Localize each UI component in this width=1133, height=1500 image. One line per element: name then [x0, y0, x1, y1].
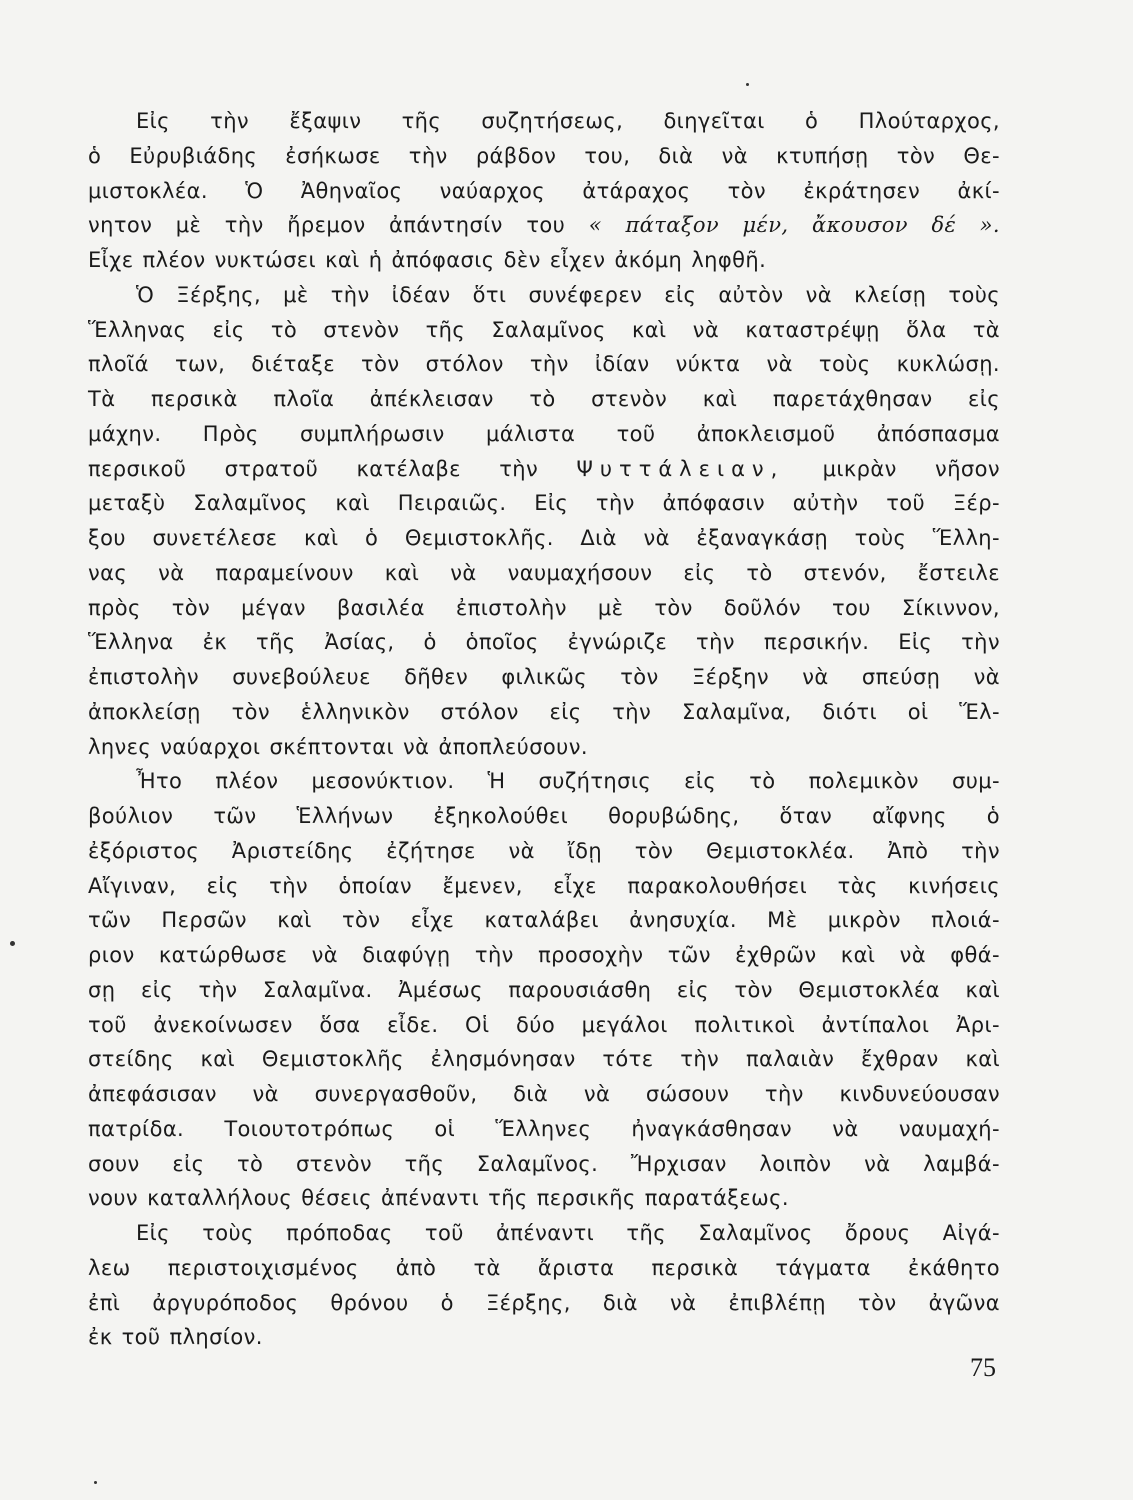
text-line: [88, 208, 1000, 243]
text-line: μιστοκλέα. Ὁ Ἀθηναῖος ναύαρχος ἀτάραχος τὸν ἐκράτησεν ἀκί-: [88, 178, 1000, 203]
print-speck: [94, 1481, 97, 1484]
text-line: λεω περιστοιχισμένος ἀπὸ τὰ ἄριστα περσικὰ τάγματα ἐκάθητο: [88, 1255, 1000, 1280]
text-line: Ἕλληνα ἐκ τῆς Ἀσίας, ὁ ὁποῖος ἐγνώριζε τὴν περσικήν. Εἰς τὴν: [88, 630, 1000, 655]
text-line: ἀποκλείσῃ τὸν ἑλληνικὸν στόλον εἰς τὴν Σαλαμῖνα, διότι οἱ Ἕλ-: [88, 699, 1000, 724]
text-line: Εἰς τὴν ἔξαψιν τῆς συζητήσεως, διηγεῖται ὁ Πλούταρχος,: [136, 109, 1000, 133]
text-fragment: νητον μὲ τὴν ἤρεμον ἀπάντησίν του: [88, 213, 589, 238]
text-line: πλοῖά των, διέταξε τὸν στόλον τὴν ἰδίαν νύκτα νὰ τοὺς κυκλώσῃ.: [88, 352, 1000, 377]
text-line: νας νὰ παραμείνουν καὶ νὰ ναυμαχήσουν εἰς τὸ στενόν, ἔστειλε: [88, 560, 1000, 585]
text-line: ἐπὶ ἀργυρόποδος θρόνου ὁ Ξέρξης, διὰ νὰ ἐπιβλέπῃ τὸν ἀγῶνα: [88, 1290, 1000, 1315]
body-text: [88, 104, 1000, 1355]
text-line: Εἰς τοὺς πρόποδας τοῦ ἀπέναντι τῆς Σαλαμῖνος ὄρους Αἰγά-: [136, 1221, 1000, 1245]
spaced-name: Ψυττάλειαν,: [576, 456, 785, 481]
text-line: σῃ εἰς τὴν Σαλαμῖνα. Ἀμέσως παρουσιάσθη εἰς τὸν Θεμιστοκλέα καὶ: [88, 977, 1000, 1002]
text-line: τῶν Περσῶν καὶ τὸν εἶχε καταλάβει ἀνησυχία. Μὲ μικρὸν πλοιά-: [88, 908, 1000, 933]
paragraph-4: [88, 1216, 1000, 1355]
text-line: ἐπιστολὴν συνεβούλευε δῆθεν φιλικῶς τὸν Ξέρξην νὰ σπεύσῃ νὰ: [88, 665, 1000, 689]
text-line: Ἦτο πλέον μεσονύκτιον. Ἡ συζήτησις εἰς τὸ πολεμικὸν συμ-: [136, 769, 1000, 794]
text-line: πρὸς τὸν μέγαν βασιλέα ἐπιστολὴν μὲ τὸν δοῦλόν του Σίκιννον,: [88, 595, 1000, 620]
text-line: στείδης καὶ Θεμιστοκλῆς ἐλησμόνησαν τότε τὴν παλαιὰν ἔχθραν καὶ: [88, 1047, 1000, 1072]
italic-quote: « πάταξον μέν, ἄκουσον δέ ».: [588, 213, 1000, 238]
print-speck: [10, 941, 15, 946]
text-line: μεταξὺ Σαλαμῖνος καὶ Πειραιῶς. Εἰς τὴν ἀπόφασιν αὐτὴν τοῦ Ξέρ-: [88, 491, 1000, 516]
text-line: ληνες ναύαρχοι σκέπτονται νὰ ἀποπλεύσουν.: [88, 734, 588, 759]
paragraph-1: [88, 104, 1000, 278]
text-line: Εἶχε πλέον νυκτώσει καὶ ἡ ἀπόφασις δὲν εἶχεν ἀκόμη ληφθῆ.: [88, 248, 767, 272]
text-line: ἐκ τοῦ πλησίον.: [88, 1325, 263, 1350]
print-speck: [746, 83, 749, 86]
text-line: σουν εἰς τὸ στενὸν τῆς Σαλαμῖνος. Ἤρχισαν λοιπὸν νὰ λαμβά-: [88, 1151, 1000, 1176]
text-line: ξου συνετέλεσε καὶ ὁ Θεμιστοκλῆς. Διὰ νὰ ἐξαναγκάσῃ τοὺς Ἕλλη-: [88, 526, 1000, 550]
text-line: τοῦ ἀνεκοίνωσεν ὅσα εἶδε. Οἱ δύο μεγάλοι πολιτικοὶ ἀντίπαλοι Ἀρι-: [88, 1012, 1000, 1037]
text-fragment: περσικοῦ στρατοῦ κατέλαβε τὴν: [88, 456, 577, 481]
text-line: Αἴγιναν, εἰς τὴν ὁποίαν ἔμενεν, εἶχε παρακολουθήσει τὰς κινήσεις: [88, 873, 1000, 898]
text-line: μάχην. Πρὸς συμπλήρωσιν μάλιστα τοῦ ἀποκλεισμοῦ ἀπόσπασμα: [88, 421, 1000, 446]
text-line: ἐξόριστος Ἀριστείδης ἐζήτησε νὰ ἴδῃ τὸν Θεμιστοκλέα. Ἀπὸ τὴν: [88, 838, 1000, 863]
text-fragment: μικρὰν νῆσον: [784, 456, 1000, 481]
text-line: ριον κατώρθωσε νὰ διαφύγῃ τὴν προσοχὴν τῶν ἐχθρῶν καὶ νὰ φθά-: [88, 943, 1000, 967]
text-line: ἀπεφάσισαν νὰ συνεργασθοῦν, διὰ νὰ σώσουν τὴν κινδυνεύουσαν: [88, 1082, 1000, 1106]
text-line: νουν καταλλήλους θέσεις ἀπέναντι τῆς περσικῆς παρατάξεως.: [88, 1186, 789, 1211]
page-number: 75: [970, 1353, 996, 1382]
text-line: [88, 452, 1000, 487]
paragraph-3: [88, 764, 1000, 1216]
text-line: ὁ Εὐρυβιάδης ἐσήκωσε τὴν ράβδον του, διὰ νὰ κτυπήσῃ τὸν Θε-: [88, 143, 1000, 168]
text-line: πατρίδα. Τοιουτοτρόπως οἱ Ἕλληνες ἠναγκάσθησαν νὰ ναυμαχή-: [88, 1116, 1000, 1141]
text-line: Ἕλληνας εἰς τὸ στενὸν τῆς Σαλαμῖνος καὶ νὰ καταστρέψῃ ὅλα τὰ: [88, 317, 1000, 342]
text-line: βούλιον τῶν Ἑλλήνων ἐξηκολούθει θορυβώδης, ὅταν αἴφνης ὁ: [88, 804, 1000, 828]
text-line: Τὰ περσικὰ πλοῖα ἀπέκλεισαν τὸ στενὸν καὶ παρετάχθησαν εἰς: [88, 387, 1000, 411]
text-line: Ὁ Ξέρξης, μὲ τὴν ἰδέαν ὅτι συνέφερεν εἰς αὐτὸν νὰ κλείσῃ τοὺς: [136, 282, 1000, 307]
paragraph-2: [88, 278, 1000, 765]
